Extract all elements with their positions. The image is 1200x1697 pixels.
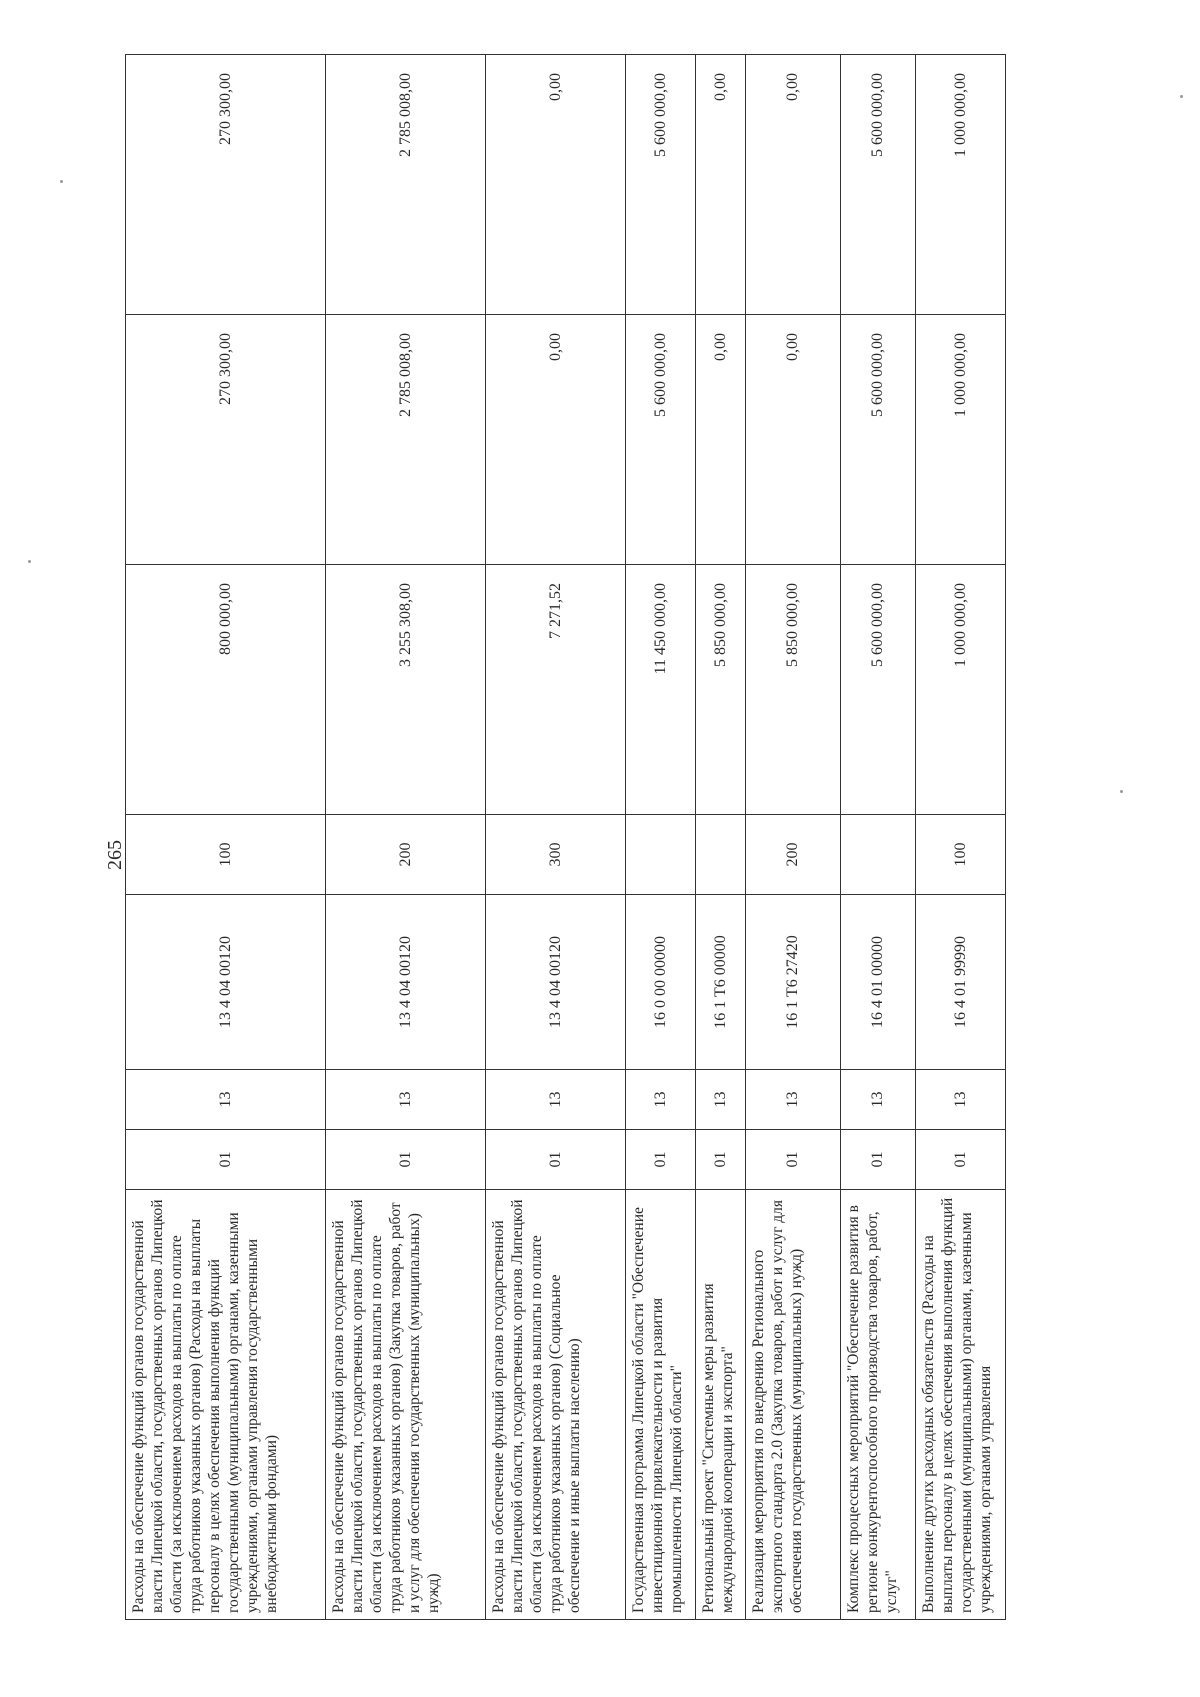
expense-type-code xyxy=(626,815,696,895)
subsection-code: 13 xyxy=(841,1070,916,1130)
amount-year-2: 0,00 xyxy=(486,315,626,565)
budget-table xyxy=(125,54,1006,1620)
expense-type-code xyxy=(696,815,746,895)
amount-year-2: 0,00 xyxy=(746,315,841,565)
expense-type-code: 200 xyxy=(746,815,841,895)
section-code: 01 xyxy=(626,1130,696,1190)
target-article-code: 16 4 01 00000 xyxy=(841,895,916,1070)
subsection-code: 13 xyxy=(626,1070,696,1130)
amount-year-1: 7 271,52 xyxy=(486,565,626,815)
scan-speck xyxy=(28,560,31,563)
table-row xyxy=(626,55,696,1620)
section-code: 01 xyxy=(916,1130,1006,1190)
row-description: Расходы на обеспечение функций органов государственной власти Липецкой области, государственных органов Липецкой области (за исключением расходов на выплаты по оплате труда работников указанных органов) (Расходы на выплаты персоналу в целях обеспечения выполнения функций государственными (муниципальными) органами, казенными учреждениями, органами управления государственными внебюджетными фондами) xyxy=(126,1190,326,1620)
section-code: 01 xyxy=(841,1130,916,1190)
target-article-code: 16 1 T6 27420 xyxy=(746,895,841,1070)
table-row xyxy=(746,55,841,1620)
section-code: 01 xyxy=(486,1130,626,1190)
amount-year-3: 1 000 000,00 xyxy=(916,55,1006,315)
table-row xyxy=(916,55,1006,1620)
page-number: 265 xyxy=(104,840,126,870)
subsection-code: 13 xyxy=(326,1070,486,1130)
target-article-code: 16 4 01 99990 xyxy=(916,895,1006,1070)
row-description: Реализация мероприятия по внедрению Регионального экспортного стандарта 2.0 (Закупка товаров, работ и услуг для обеспечения государственных (муниципальных) нужд) xyxy=(746,1190,841,1620)
section-code: 01 xyxy=(126,1130,326,1190)
subsection-code: 13 xyxy=(746,1070,841,1130)
amount-year-2: 270 300,00 xyxy=(126,315,326,565)
amount-year-1: 3 255 308,00 xyxy=(326,565,486,815)
target-article-code: 13 4 04 00120 xyxy=(126,895,326,1070)
amount-year-2: 2 785 008,00 xyxy=(326,315,486,565)
amount-year-2: 5 600 000,00 xyxy=(626,315,696,565)
table-row xyxy=(841,55,916,1620)
row-description: Расходы на обеспечение функций органов государственной власти Липецкой области, государственных органов Липецкой области (за исключением расходов на выплаты по оплате труда работников указанных органов) (Социальное обеспечение и иные выплаты населению) xyxy=(486,1190,626,1620)
target-article-code: 13 4 04 00120 xyxy=(486,895,626,1070)
amount-year-1: 11 450 000,00 xyxy=(626,565,696,815)
amount-year-2: 1 000 000,00 xyxy=(916,315,1006,565)
scan-speck xyxy=(1180,95,1183,98)
amount-year-2: 5 600 000,00 xyxy=(841,315,916,565)
table-row xyxy=(486,55,626,1620)
amount-year-1: 5 850 000,00 xyxy=(746,565,841,815)
subsection-code: 13 xyxy=(486,1070,626,1130)
expense-type-code: 100 xyxy=(916,815,1006,895)
amount-year-1: 1 000 000,00 xyxy=(916,565,1006,815)
table-row xyxy=(696,55,746,1620)
amount-year-3: 0,00 xyxy=(696,55,746,315)
row-description: Комплекс процессных мероприятий "Обеспечение развития в регионе конкурентоспособного производства товаров, работ, услуг" xyxy=(841,1190,916,1620)
row-description: Выполнение других расходных обязательств (Расходы на выплаты персоналу в целях обеспечения выполнения функций государственными (муниципальными) органами, казенными учреждениями, органами управления xyxy=(916,1190,1006,1620)
target-article-code: 13 4 04 00120 xyxy=(326,895,486,1070)
row-description: Региональный проект "Системные меры развития международной кооперации и экспорта" xyxy=(696,1190,746,1620)
table-row xyxy=(326,55,486,1620)
amount-year-1: 800 000,00 xyxy=(126,565,326,815)
row-description: Расходы на обеспечение функций органов государственной власти Липецкой области, государственных органов Липецкой области (за исключением расходов на выплаты по оплате труда работников указанных органов) (Закупка товаров, работ и услуг для обеспечения государственных (муниципальных) нужд) xyxy=(326,1190,486,1620)
subsection-code: 13 xyxy=(916,1070,1006,1130)
section-code: 01 xyxy=(696,1130,746,1190)
amount-year-1: 5 600 000,00 xyxy=(841,565,916,815)
expense-type-code xyxy=(841,815,916,895)
subsection-code: 13 xyxy=(696,1070,746,1130)
amount-year-3: 5 600 000,00 xyxy=(841,55,916,315)
expense-type-code: 100 xyxy=(126,815,326,895)
amount-year-3: 0,00 xyxy=(746,55,841,315)
amount-year-3: 270 300,00 xyxy=(126,55,326,315)
target-article-code: 16 1 T6 00000 xyxy=(696,895,746,1070)
expense-type-code: 300 xyxy=(486,815,626,895)
amount-year-3: 5 600 000,00 xyxy=(626,55,696,315)
amount-year-3: 0,00 xyxy=(486,55,626,315)
table-row xyxy=(126,55,326,1620)
subsection-code: 13 xyxy=(126,1070,326,1130)
amount-year-2: 0,00 xyxy=(696,315,746,565)
row-description: Государственная программа Липецкой области "Обеспечение инвестиционной привлекательности и развития промышленности Липецкой области" xyxy=(626,1190,696,1620)
amount-year-1: 5 850 000,00 xyxy=(696,565,746,815)
section-code: 01 xyxy=(746,1130,841,1190)
section-code: 01 xyxy=(326,1130,486,1190)
rotated-page-content xyxy=(125,55,1005,1620)
scan-speck xyxy=(60,180,63,183)
scan-speck xyxy=(1120,790,1123,793)
target-article-code: 16 0 00 00000 xyxy=(626,895,696,1070)
expense-type-code: 200 xyxy=(326,815,486,895)
amount-year-3: 2 785 008,00 xyxy=(326,55,486,315)
